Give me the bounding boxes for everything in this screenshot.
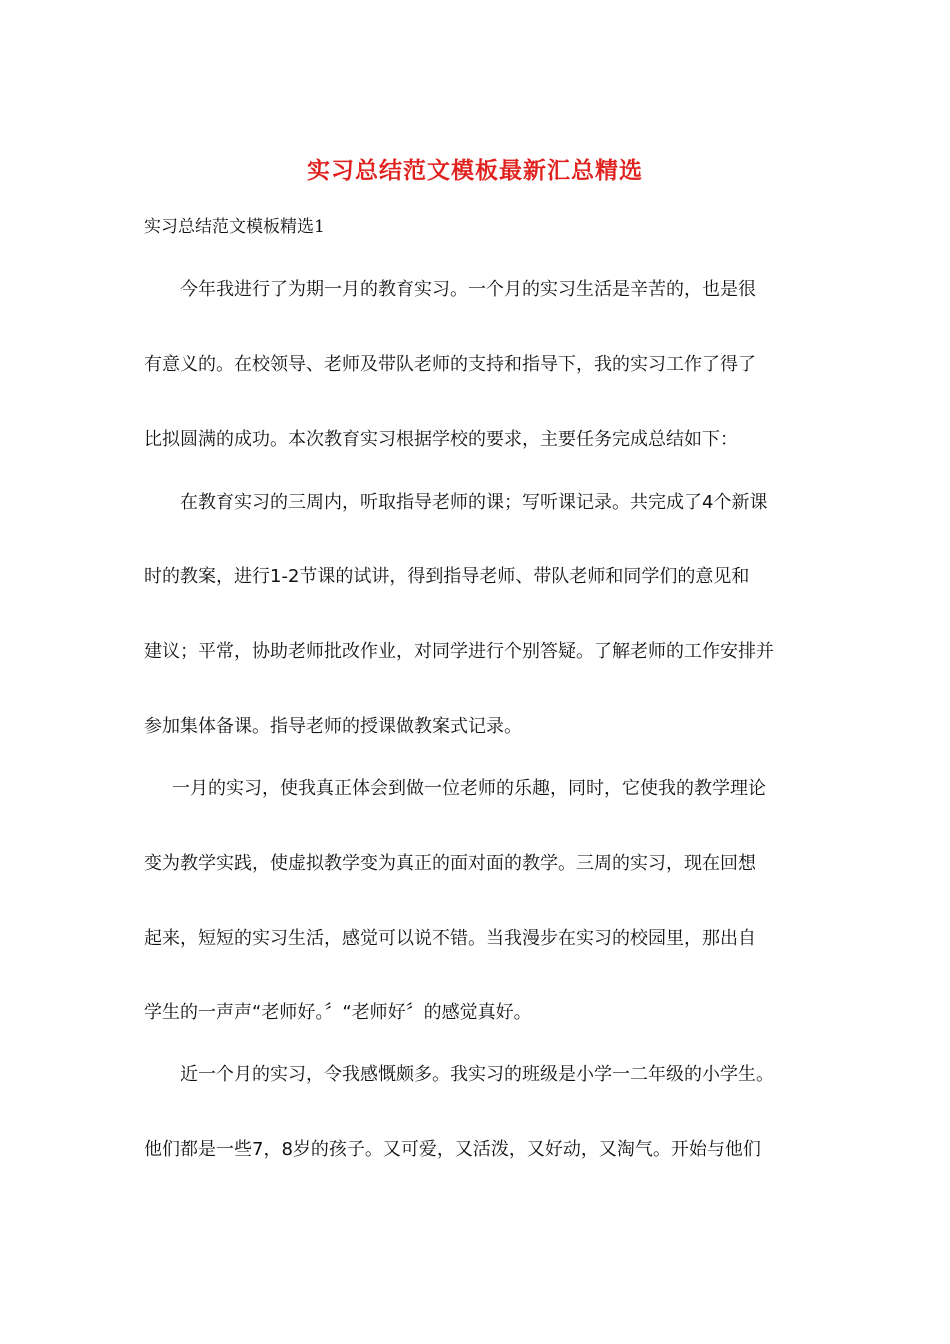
paragraph-line: 今年我进行了为期一月的教育实习。一个月的实习生活是辛苦的，也是很 xyxy=(180,279,756,300)
paragraph-line: 学生的一声声“老师好。〞“老师好〞的感觉真好。 xyxy=(144,1002,532,1023)
paragraph-line: 有意义的。在校领导、老师及带队老师的支持和指导下，我的实习工作了得了 xyxy=(144,354,756,375)
paragraph-line: 时的教案，进行1-2节课的试讲，得到指导老师、带队老师和同学们的意见和 xyxy=(144,566,750,587)
document-title: 实习总结范文模板最新汇总精选 xyxy=(307,157,643,184)
paragraph-line: 一月的实习，使我真正体会到做一位老师的乐趣，同时，它使我的教学理论 xyxy=(172,778,766,799)
paragraph-line: 他们都是一些7，8岁的孩子。又可爱，又活泼，又好动，又淘气。开始与他们 xyxy=(144,1139,761,1160)
paragraph-line: 近一个月的实习，令我感慨颇多。我实习的班级是小学一二年级的小学生。 xyxy=(180,1064,774,1085)
paragraph-line: 比拟圆满的成功。本次教育实习根据学校的要求，主要任务完成总结如下： xyxy=(144,429,738,450)
paragraph-line: 参加集体备课。指导老师的授课做教案式记录。 xyxy=(144,716,522,737)
paragraph-line: 起来，短短的实习生活，感觉可以说不错。当我漫步在实习的校园里，那出自 xyxy=(144,928,756,949)
paragraph-line: 建议；平常，协助老师批改作业，对同学进行个别答疑。了解老师的工作安排并 xyxy=(144,641,774,662)
paragraph-line: 变为教学实践，使虚拟教学变为真正的面对面的教学。三周的实习，现在回想 xyxy=(144,853,756,874)
section-heading: 实习总结范文模板精选1 xyxy=(144,217,325,237)
paragraph-line: 在教育实习的三周内，听取指导老师的课；写听课记录。共完成了4个新课 xyxy=(180,492,768,513)
